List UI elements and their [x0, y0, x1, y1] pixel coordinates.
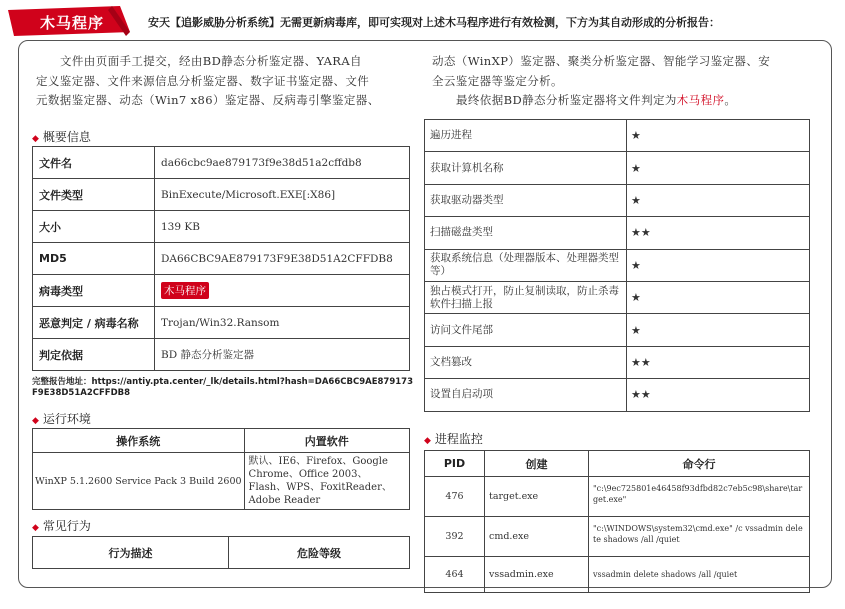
intro-line: 文件由页面手工提交，经由BD静态分析鉴定器、YARA自: [60, 54, 362, 68]
header-notice: 安天【追影威胁分析系统】无需更新病毒库，即可实现对上述木马程序进行有效检测，下方为其自动形成的分析报告：: [148, 16, 720, 29]
behavior-desc: 访问文件尾部: [425, 314, 627, 346]
table-row: [425, 346, 810, 378]
danger-stars: ★: [627, 249, 810, 281]
table-row: [425, 152, 810, 184]
field-label: 文件类型: [33, 179, 155, 211]
table-row: [425, 379, 810, 411]
full-report-link[interactable]: 完整报告地址：https://antiy.pta.center/_lk/details.html?hash=DA66CBC9AE879173F9E38D51A2CFFDB8: [32, 377, 413, 398]
command-line-cell: vssadmin delete shadows /all /quiet: [589, 557, 810, 593]
table-row: [33, 147, 410, 179]
column-header: 命令行: [589, 451, 810, 477]
environment-heading: [32, 410, 91, 427]
field-label: 判定依据: [33, 339, 155, 371]
field-value: DA66CBC9AE879173F9E38D51A2CFFDB8: [155, 243, 410, 275]
process-name-cell: cmd.exe: [485, 517, 589, 557]
table-row: [33, 453, 410, 510]
pid-cell: 464: [425, 557, 485, 593]
field-value: BD 静态分析鉴定器: [155, 339, 410, 371]
column-header: 行为描述: [33, 537, 229, 569]
behavior-heading: [32, 517, 91, 534]
table-header-row: [425, 451, 810, 477]
pid-cell: 392: [425, 517, 485, 557]
table-row: [33, 307, 410, 339]
behavior-desc: 设置自启动项: [425, 379, 627, 411]
diamond-icon: ◆: [32, 416, 39, 426]
table-row: [33, 211, 410, 243]
danger-stars: ★: [627, 120, 810, 152]
column-header: 操作系统: [33, 429, 245, 453]
table-row: [33, 339, 410, 371]
verdict-prefix: 最终依据BD静态分析鉴定器将文件判定为: [456, 93, 677, 107]
table-row: [33, 179, 410, 211]
behavior-desc: 独占模式打开，防止复制读取，防止杀毒软件扫描上报: [425, 281, 627, 313]
environment-title: 运行环境: [42, 412, 91, 426]
diamond-icon: ◆: [424, 436, 431, 446]
behavior-title: 常见行为: [42, 519, 91, 533]
table-row: [425, 281, 810, 313]
report-tag: [8, 6, 130, 36]
danger-stars: ★: [627, 314, 810, 346]
danger-stars: ★★: [627, 379, 810, 411]
field-value: BinExecute/Microsoft.EXE[:X86]: [155, 179, 410, 211]
field-label: 病毒类型: [33, 275, 155, 307]
danger-stars: ★: [627, 184, 810, 216]
table-header-row: [33, 537, 410, 569]
process-heading: [424, 430, 483, 447]
field-value: Trojan/Win32.Ransom: [155, 307, 410, 339]
diamond-icon: ◆: [32, 134, 39, 144]
intro-line: 动态（WinXP）鉴定器、聚类分析鉴定器、智能学习鉴定器、安: [432, 54, 771, 68]
verdict-line: [432, 91, 822, 111]
process-table: [424, 450, 810, 593]
environment-table: [32, 428, 410, 510]
tag-title: 木马程序: [40, 14, 105, 32]
overview-heading: [32, 128, 91, 145]
column-header: 危险等级: [229, 537, 410, 569]
field-value: [155, 275, 410, 307]
danger-stars: ★★: [627, 346, 810, 378]
overview-table: [32, 146, 410, 371]
field-value: da66cbc9ae879173f9e38d51a2cffdb8: [155, 147, 410, 179]
field-label: 大小: [33, 211, 155, 243]
command-line-cell: "c:\9ec725801e46458f93dfbd82c7eb5c98\share\target.exe": [589, 477, 810, 517]
behavior-list-table: [424, 119, 810, 412]
table-header-row: [33, 429, 410, 453]
field-label: MD5: [33, 243, 155, 275]
process-title: 进程监控: [434, 432, 483, 446]
danger-stars: ★: [627, 281, 810, 313]
virus-type-badge: 木马程序: [161, 282, 209, 299]
table-row: [425, 249, 810, 281]
command-line-cell: "c:\WINDOWS\system32\cmd.exe" /c vssadmin delete shadows /all /quiet: [589, 517, 810, 557]
intro-line: 全云鉴定器等鉴定分析。: [432, 73, 563, 88]
behavior-desc: 获取驱动器类型: [425, 184, 627, 216]
field-value: 139 KB: [155, 211, 410, 243]
table-row: [33, 243, 410, 275]
intro-left: [36, 52, 421, 111]
table-row: [425, 477, 810, 517]
intro-line: 定义鉴定器、文件来源信息分析鉴定器、数字证书鉴定器、文件: [36, 73, 370, 88]
column-header: PID: [425, 451, 485, 477]
software-value: 默认、IE6、Firefox、Google Chrome、Office 2003、Flash、WPS、FoxitReader、Adobe Reader: [244, 453, 409, 510]
column-header: 创建: [485, 451, 589, 477]
danger-stars: ★: [627, 152, 810, 184]
process-name-cell: target.exe: [485, 477, 589, 517]
table-row: [425, 120, 810, 152]
table-row: [33, 275, 410, 307]
behavior-desc: 遍历进程: [425, 120, 627, 152]
table-row: [425, 557, 810, 593]
danger-stars: ★★: [627, 217, 810, 249]
table-row: [425, 184, 810, 216]
table-row: [425, 314, 810, 346]
field-label: 恶意判定 / 病毒名称: [33, 307, 155, 339]
column-header: 内置软件: [244, 429, 409, 453]
verdict-suffix: 。: [724, 93, 737, 107]
table-row: [425, 517, 810, 557]
behavior-desc: 文档篡改: [425, 346, 627, 378]
verdict-value: 木马程序: [676, 93, 725, 107]
intro-right: [432, 52, 822, 111]
field-label: 文件名: [33, 147, 155, 179]
intro-line: 元数据鉴定器、动态（Win7 x86）鉴定器、反病毒引擎鉴定器、: [36, 93, 380, 107]
process-name-cell: vssadmin.exe: [485, 557, 589, 593]
diamond-icon: ◆: [32, 523, 39, 533]
behavior-desc: 获取计算机名称: [425, 152, 627, 184]
table-row: [425, 217, 810, 249]
pid-cell: 476: [425, 477, 485, 517]
behavior-desc: 扫描磁盘类型: [425, 217, 627, 249]
behavior-desc: 获取系统信息（处理器版本、处理器类型等）: [425, 249, 627, 281]
overview-title: 概要信息: [42, 130, 91, 144]
behavior-table: [32, 536, 410, 569]
os-value: WinXP 5.1.2600 Service Pack 3 Build 2600: [33, 453, 245, 510]
